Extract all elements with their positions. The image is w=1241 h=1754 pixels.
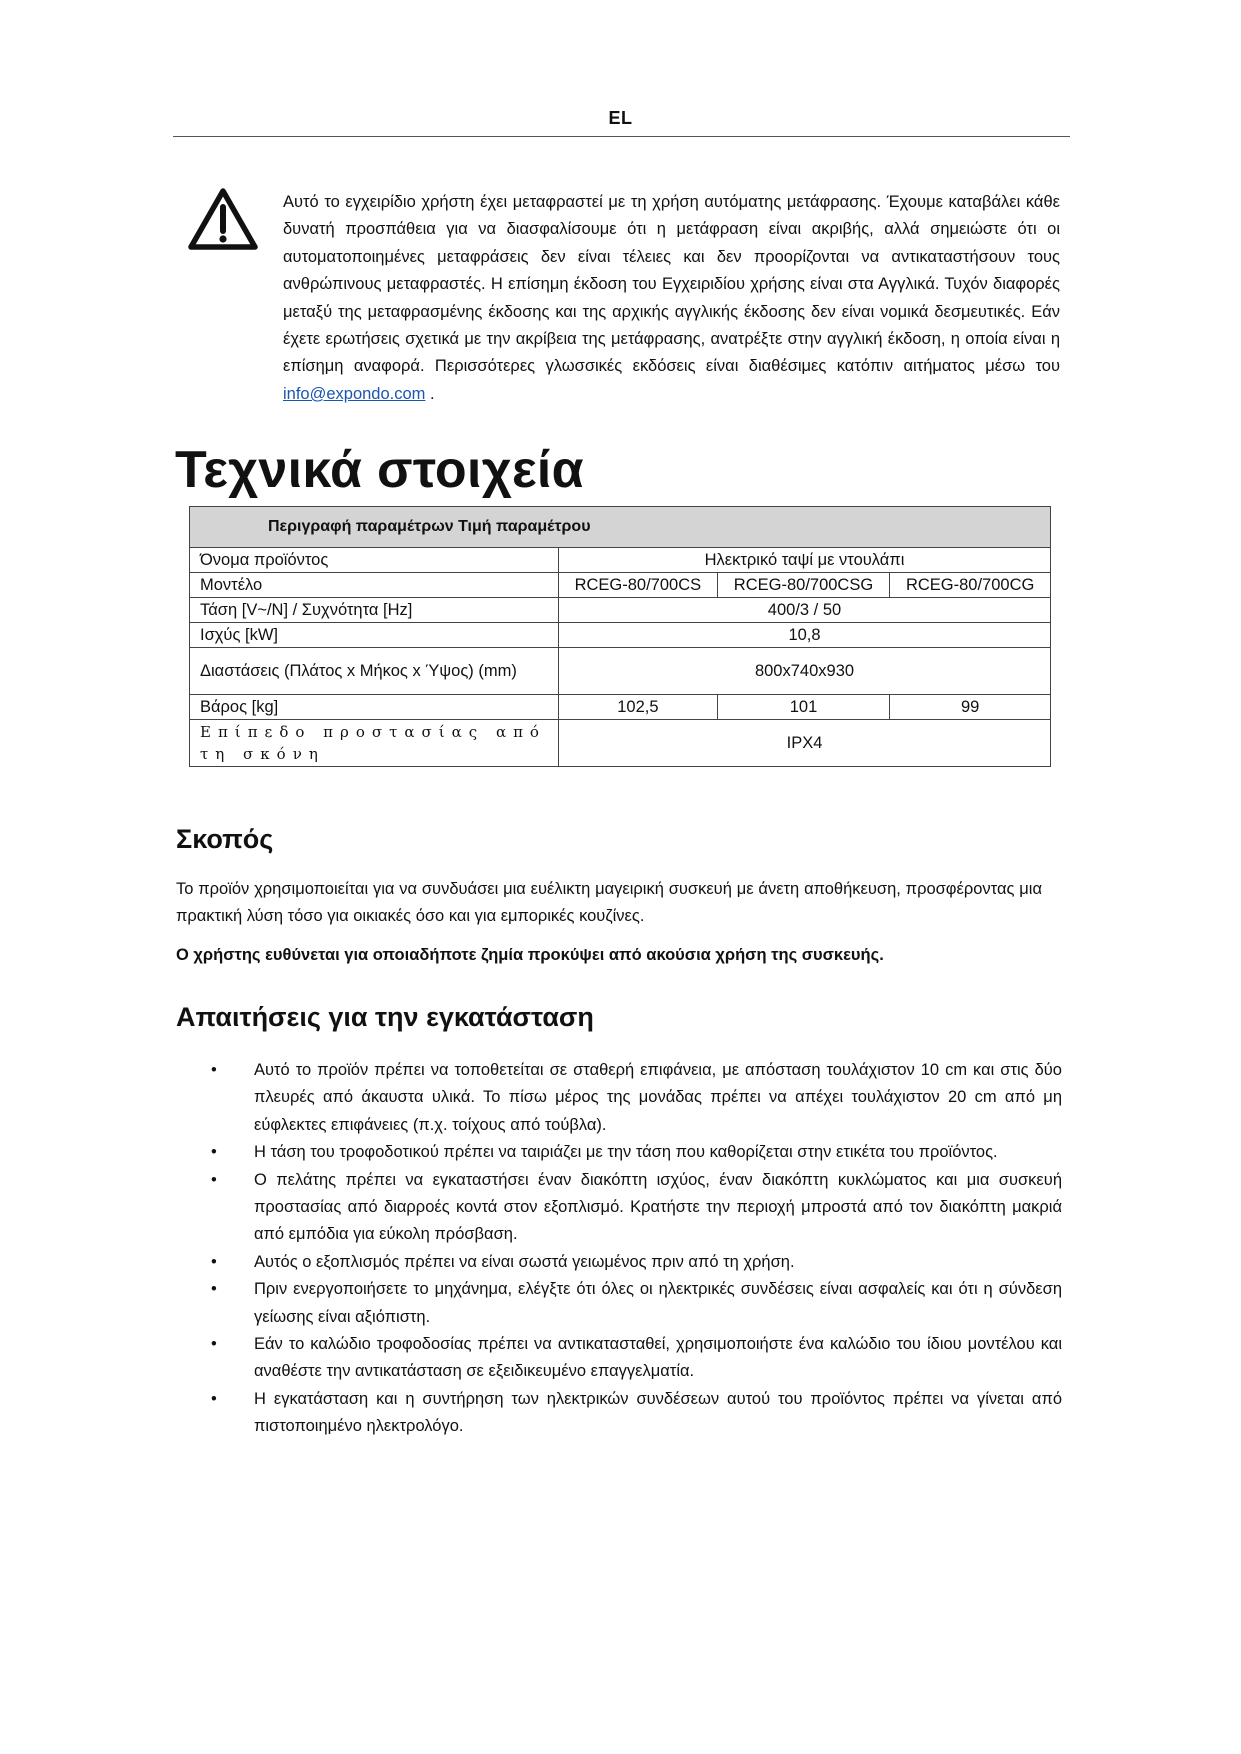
contact-email-link[interactable]: info@expondo.com: [283, 384, 426, 403]
spec-table-header-row: [190, 507, 1051, 548]
list-item: [176, 1139, 1062, 1166]
voltage-label: Τάση [V~/N] / Συχνότητα [Hz]: [190, 598, 559, 623]
bullet: •: [211, 1170, 217, 1189]
bullet: •: [211, 1280, 217, 1299]
table-row: [190, 720, 1051, 767]
table-row: [190, 598, 1051, 623]
protection-label-line1: Επίπεδο προστασίας από: [200, 723, 546, 741]
list-item-text: Αυτός ο εξοπλισμός πρέπει να είναι σωστά γειωμένος πριν από τη χρήση.: [254, 1252, 795, 1271]
warning-triangle-icon: [188, 187, 258, 251]
header-divider: [173, 136, 1070, 137]
list-item-text: Πριν ενεργοποιήσετε το μηχάνημα, ελέγξτε ότι όλες οι ηλεκτρικές συνδέσεις είναι ασφαλείς και ότι η σύνδεση γείωσης είναι αξιόπιστη.: [254, 1280, 1062, 1326]
spec-table: [189, 506, 1051, 767]
list-item: [176, 1249, 1062, 1276]
list-item: [176, 1331, 1062, 1386]
list-item-text: Η τάση του τροφοδοτικού πρέπει να ταιριάζει με την τάση που καθορίζεται στην ετικέτα του προϊόντος.: [254, 1143, 998, 1162]
purpose-warning: Ο χρήστης ευθύνεται για οποιαδήποτε ζημία προκύψει από ακούσια χρήση της συσκευής.: [176, 946, 884, 964]
dimensions-value: 800x740x930: [559, 648, 1051, 695]
list-item: [176, 1057, 1062, 1139]
product-name-value: Ηλεκτρικό ταψί με ντουλάπι: [559, 548, 1051, 573]
translation-disclaimer: [283, 189, 1060, 408]
purpose-title: Σκοπός: [176, 824, 274, 854]
purpose-text: Το προϊόν χρησιμοποιείται για να συνδυάσει μια ευέλικτη μαγειρική συσκευή με άνετη αποθήκευση, προσφέροντας μια πρακτική λύση τόσο για οικιακές όσο και για εμπορικές κουζίνες.: [176, 880, 1042, 926]
table-row: [190, 548, 1051, 573]
weight-label: Βάρος [kg]: [190, 695, 559, 720]
installation-requirements-list: [176, 1057, 1062, 1441]
model-value-1: RCEG-80/700CS: [559, 573, 718, 598]
technical-data-title: Τεχνικά στοιχεία: [175, 441, 584, 499]
power-label: Ισχύς [kW]: [190, 623, 559, 648]
language-header: EL: [608, 108, 633, 128]
list-item: [176, 1167, 1062, 1249]
protection-label: [190, 720, 559, 767]
weight-value-2: 101: [717, 695, 890, 720]
list-item-text: Εάν το καλώδιο τροφοδοσίας πρέπει να αντικατασταθεί, χρησιμοποιήστε ένα καλώδιο του ίδιου μοντέλου και αναθέστε την αντικατάσταση σε εξειδικευμένο επαγγελματία.: [254, 1335, 1062, 1381]
list-item-text: Η εγκατάσταση και η συντήρηση των ηλεκτρικών συνδέσεων αυτού του προϊόντος πρέπει να γίνεται από πιστοποιημένο ηλεκτρολόγο.: [254, 1389, 1062, 1436]
table-row: [190, 648, 1051, 695]
bullet: •: [211, 1389, 217, 1408]
model-value-3: RCEG-80/700CG: [890, 573, 1051, 598]
table-row: [190, 623, 1051, 648]
bullet: •: [211, 1252, 217, 1271]
protection-label-line2: τη σκόνη: [200, 745, 325, 763]
table-row: [190, 573, 1051, 598]
disclaimer-text: Αυτό το εγχειρίδιο χρήστη έχει μεταφραστεί με τη χρήση αυτόματης μετάφρασης. Έχουμε καταβάλει κάθε δυνατή προσπάθεια για να διασφαλίσουμε ότι η μετάφραση είναι ακριβής, αλλά σημειώστε ότι οι αυτοματοποιημένες μεταφράσεις δεν είναι τέλειες και δεν προορίζονται να αντικαταστήσουν τους ανθρώπινους μεταφραστές. Η επίσημη έκδοση του Εγχειριδίου χρήσης είναι στα Αγγλικά. Τυχόν διαφορές μεταξύ της μεταφρασμένης έκδοσης και της αρχικής αγγλικής έκδοσης δεν είναι νομικά δεσμευτικές. Εάν έχετε ερωτήσεις σχετικά με την ακρίβεια της μετάφρασης, ανατρέξτε στην αγγλική έκδοση, η οποία είναι η επίσημη αναφορά. Περισσότερες γλωσσικές εκδόσεις είναι διαθέσιμες κατόπιν αιτήματος μέσω του: [283, 193, 1060, 376]
model-value-2: RCEG-80/700CSG: [717, 573, 890, 598]
weight-value-1: 102,5: [559, 695, 718, 720]
protection-value: IPX4: [559, 720, 1051, 767]
bullet: •: [211, 1335, 217, 1354]
disclaimer-end: .: [425, 384, 435, 403]
voltage-value: 400/3 / 50: [559, 598, 1051, 623]
spec-table-header: Περιγραφή παραμέτρων Τιμή παραμέτρου: [190, 507, 1051, 548]
list-item: [176, 1386, 1062, 1441]
weight-value-3: 99: [890, 695, 1051, 720]
list-item-text: Αυτό το προϊόν πρέπει να τοποθετείται σε σταθερή επιφάνεια, με απόσταση τουλάχιστον 10 cm και στις δύο πλευρές από άκαυστα υλικά. Το πίσω μέρος της μονάδας πρέπει να απέχει τουλάχιστον 20 cm από μη εύφλεκτες επιφάνειες (π.χ. τοίχους από τούβλα).: [254, 1061, 1062, 1134]
bullet: •: [211, 1061, 217, 1079]
table-row: [190, 695, 1051, 720]
bullet: •: [211, 1143, 217, 1162]
product-name-label: Όνομα προϊόντος: [190, 548, 559, 573]
list-item: [176, 1276, 1062, 1331]
model-label: Μοντέλο: [190, 573, 559, 598]
list-item-text: Ο πελάτης πρέπει να εγκαταστήσει έναν διακόπτη ισχύος, έναν διακόπτη κυκλώματος και μια συσκευή προστασίας από διαρροές κοντά στον εξοπλισμό. Κρατήστε την περιοχή μπροστά από τον διακόπτη μακριά από εμπόδια για εύκολη πρόσβαση.: [254, 1170, 1062, 1244]
installation-title: Απαιτήσεις για την εγκατάσταση: [176, 1002, 594, 1032]
power-value: 10,8: [559, 623, 1051, 648]
dimensions-label: Διαστάσεις (Πλάτος x Μήκος x Ύψος) (mm): [190, 648, 559, 695]
